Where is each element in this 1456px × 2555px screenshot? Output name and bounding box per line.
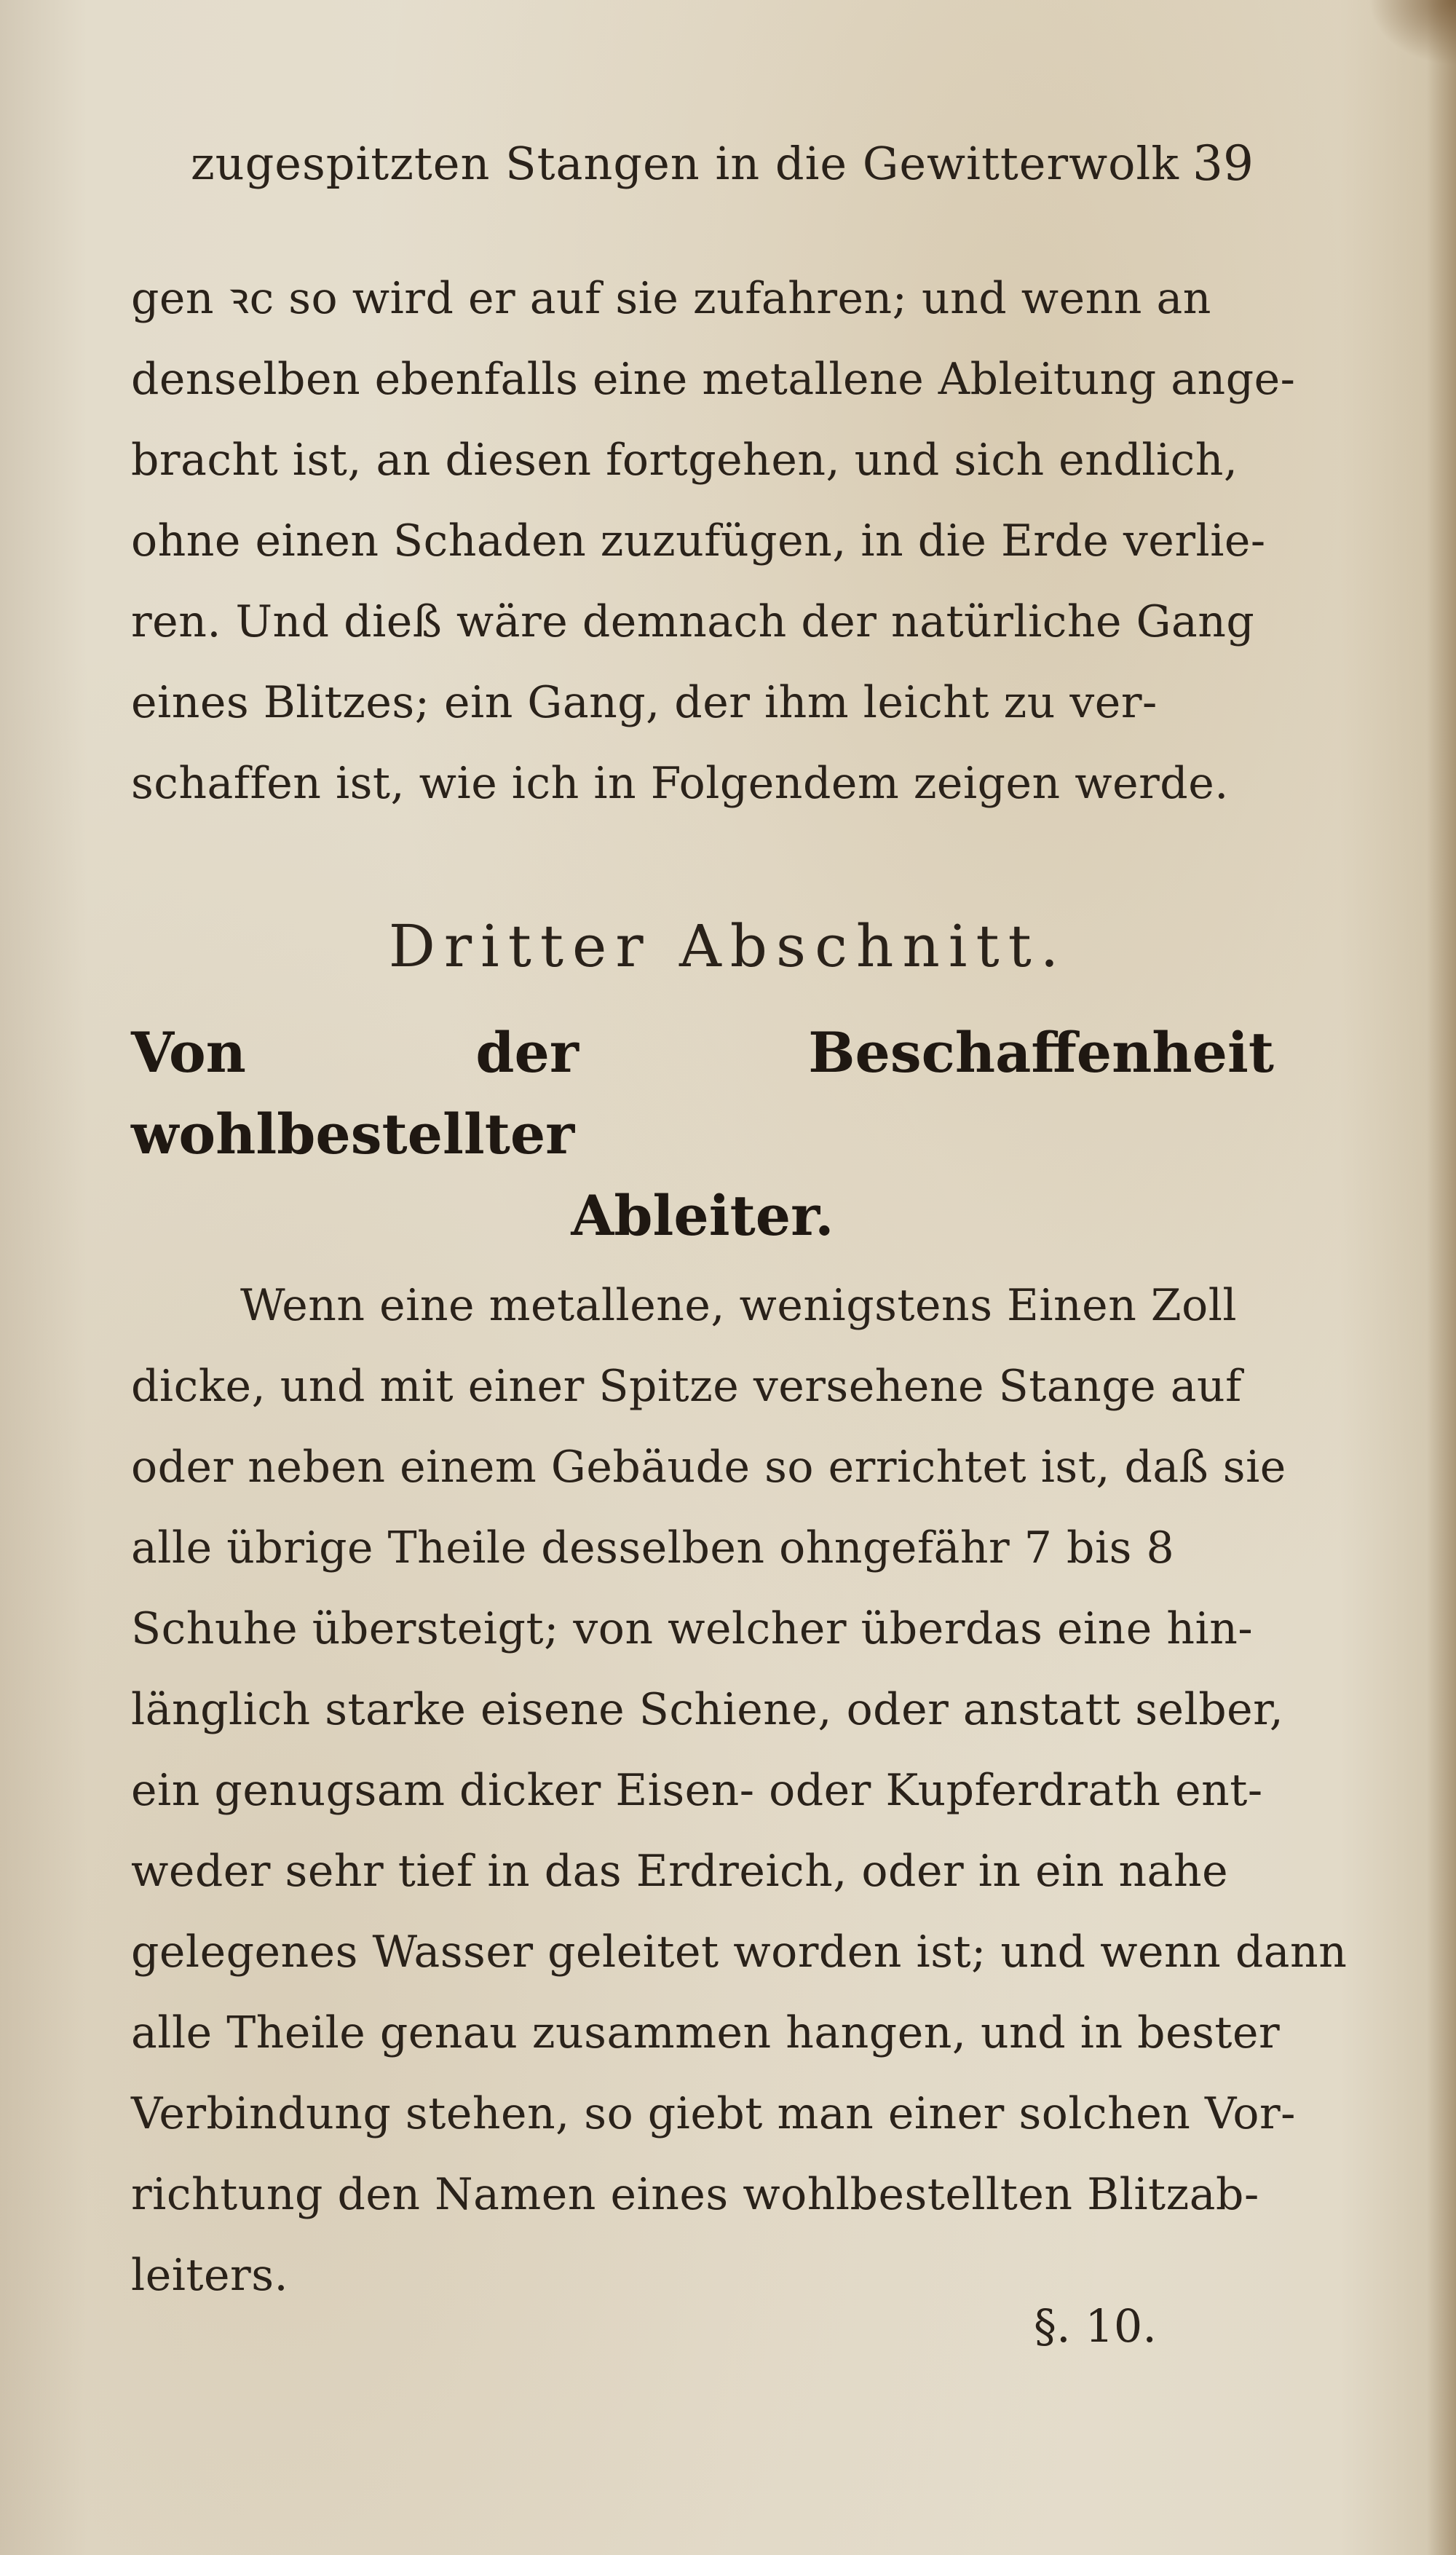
text-line: ein genugsam dicker Eisen- oder Kupferdrath ent- (131, 1765, 1263, 1816)
text-line: alle übrige Theile desselben ohngefähr 7 bis 8 (131, 1523, 1175, 1573)
running-head: zugespitzten Stangen in die Gewitterwolk (191, 137, 1179, 190)
text-line: ohne einen Schaden zuzufügen, in die Erde verlie- (131, 516, 1266, 566)
text-line: oder neben einem Gebäude so errichtet ist, daß sie (131, 1442, 1286, 1493)
text-line: dicke, und mit einer Spitze versehene Stange auf (131, 1361, 1242, 1412)
text-line: schaffen ist, wie ich in Folgendem zeigen werde. (131, 758, 1229, 809)
page-number: 39 (1192, 135, 1254, 191)
section-subtitle (131, 1012, 1274, 1257)
text-line: Schuhe übersteigt; von welcher überdas eine hin- (131, 1603, 1254, 1654)
page-edge-shadow (1427, 0, 1456, 2555)
text-line: gen ꝛc so wird er auf sie zufahren; und wenn an (131, 273, 1211, 324)
corner-stain (1369, 0, 1456, 66)
text-line: eines Blitzes; ein Gang, der ihm leicht zu ver- (131, 677, 1158, 728)
text-line: denselben ebenfalls eine metallene Ableitung ange- (131, 354, 1296, 405)
paragraph-1 (131, 258, 1296, 824)
page-header (191, 131, 1254, 197)
subtitle-line-2: Ableiter. (571, 1183, 834, 1248)
text-line: bracht ist, an diesen fortgehen, und sich endlich, (131, 435, 1238, 486)
text-line: länglich starke eisene Schiene, oder anstatt selber, (131, 1684, 1284, 1735)
text-line: Wenn eine metallene, wenigstens Einen Zoll (240, 1280, 1238, 1331)
text-line: Verbindung stehen, so giebt man einer solchen Vor- (131, 2088, 1296, 2139)
catchword: §. 10. (1034, 2299, 1158, 2353)
text-line: gelegenes Wasser geleitet worden ist; und wenn dann (131, 1927, 1348, 1978)
text-line: ren. Und dieß wäre demnach der natürliche Gang (131, 596, 1255, 647)
text-line: alle Theile genau zusammen hangen, und in bester (131, 2007, 1281, 2058)
subtitle-line-1: Von der Beschaffenheit wohlbestellter (131, 1020, 1274, 1166)
text-line: weder sehr tief in das Erdreich, oder in ein nahe (131, 1846, 1229, 1897)
text-line: richtung den Namen eines wohlbestellten Blitzab- (131, 2169, 1259, 2220)
section-title: Dritter Abschnitt. (388, 912, 1068, 980)
text-line: leiters. (131, 2250, 289, 2301)
paragraph-2 (131, 1265, 1348, 2316)
